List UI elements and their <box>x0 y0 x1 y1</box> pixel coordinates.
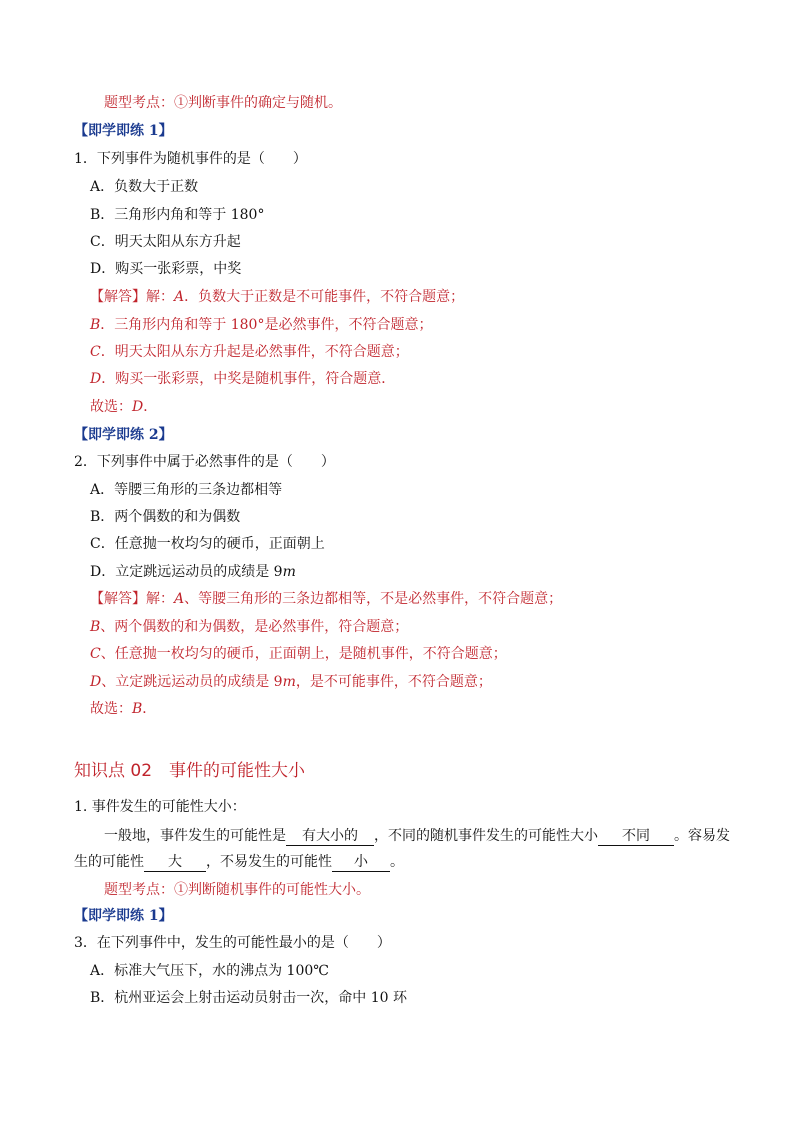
section-title-kp02: 知识点 02 事件的可能性大小 <box>74 761 306 781</box>
letter: C <box>90 646 101 662</box>
text: ．三角形内角和等于 180°是必然事件，不符合题意； <box>100 317 433 333</box>
question-1-option-d: D．购买一张彩票，中奖 <box>90 261 242 277</box>
kp01-tip: 题型考点：①判断事件的确定与随机。 <box>104 95 342 111</box>
question-1-answer-d <box>90 369 395 389</box>
question-1-choose <box>90 397 157 417</box>
blank-3: 大 <box>144 853 206 872</box>
end: ． <box>143 399 158 415</box>
letter: A <box>174 289 185 305</box>
question-2-stem: 2．下列事件中属于必然事件的是（ ） <box>74 454 335 470</box>
question-3-option-b: B．杭州亚运会上射击运动员射击一次，命中 10 环 <box>90 990 408 1006</box>
question-2-choose <box>90 699 156 719</box>
answer-label: 【解答】解： <box>90 591 174 607</box>
kp02-paragraph-line-1 <box>104 826 730 846</box>
letter: B <box>90 619 101 635</box>
text: ，是不可能事件，不符合题意； <box>295 674 492 690</box>
text: 生的可能性 <box>74 854 144 870</box>
letter: B <box>132 701 143 717</box>
text: 。容易发 <box>674 828 730 844</box>
text: 、等腰三角形的三条边都相等，不是必然事件，不符合题意； <box>184 591 563 607</box>
choose-label: 故选： <box>90 701 132 717</box>
practice-heading-3: 【即学即练 1】 <box>74 908 173 924</box>
letter: A <box>174 591 185 607</box>
kp02-tip: 题型考点：①判断随机事件的可能性大小。 <box>104 882 370 898</box>
end: ． <box>142 701 157 717</box>
text: 一般地，事件发生的可能性是 <box>104 828 286 844</box>
question-2-option-d <box>90 562 296 582</box>
text: 。 <box>390 854 404 870</box>
blank-4: 小 <box>332 853 390 872</box>
text: 、立定跳远运动员的成绩是 9 <box>101 674 283 690</box>
text: ，不易发生的可能性 <box>206 854 332 870</box>
choose-label: 故选： <box>90 399 132 415</box>
question-1-stem: 1．下列事件为随机事件的是（ ） <box>74 151 307 167</box>
question-3-option-a: A．标准大气压下，水的沸点为 100℃ <box>90 963 329 979</box>
question-2-option-c: C．任意抛一枚均匀的硬币，正面朝上 <box>90 536 325 552</box>
letter: D <box>90 371 102 387</box>
question-2-option-a: A．等腰三角形的三条边都相等 <box>90 482 283 498</box>
blank-2: 不同 <box>598 827 674 846</box>
question-1-option-a: A．负数大于正数 <box>90 179 199 195</box>
practice-heading-1: 【即学即练 1】 <box>74 123 173 139</box>
question-1-option-c: C．明天太阳从东方升起 <box>90 234 241 250</box>
unit: m <box>282 674 296 690</box>
answer-label: 【解答】解： <box>90 289 174 305</box>
question-3-stem: 3．在下列事件中，发生的可能性最小的是（ ） <box>74 935 391 951</box>
letter: B <box>90 317 101 333</box>
blank-1: 有大小的 <box>286 827 374 846</box>
question-2-answer-d <box>90 672 492 692</box>
text: D．立定跳远运动员的成绩是 9 <box>90 564 283 580</box>
question-2-answer-c <box>90 644 507 664</box>
text: 、任意抛一枚均匀的硬币，正面朝上，是随机事件，不符合题意； <box>100 646 507 662</box>
question-1-answer-b <box>90 315 432 335</box>
unit: m <box>282 564 296 580</box>
question-2-option-b: B．两个偶数的和为偶数 <box>90 509 241 525</box>
text: ，不同的随机事件发生的可能性大小 <box>374 828 598 844</box>
question-2-answer-a <box>90 589 562 609</box>
text: 、两个偶数的和为偶数，是必然事件，符合题意； <box>100 619 409 635</box>
letter: C <box>90 344 101 360</box>
question-1-answer-c <box>90 342 409 362</box>
text: ．负数大于正数是不可能事件，不符合题意； <box>184 289 465 305</box>
text: ．购买一张彩票，中奖是随机事件，符合题意． <box>101 371 396 387</box>
letter: D <box>132 399 144 415</box>
question-1-option-b: B．三角形内角和等于 180° <box>90 207 265 223</box>
practice-heading-2: 【即学即练 2】 <box>74 427 173 443</box>
text: ．明天太阳从东方升起是必然事件，不符合题意； <box>100 344 409 360</box>
kp02-item-1: 1. 事件发生的可能性大小： <box>74 799 246 815</box>
letter: D <box>90 674 102 690</box>
question-1-answer-a <box>90 287 464 307</box>
kp02-paragraph-line-2 <box>74 852 404 872</box>
question-2-answer-b <box>90 617 408 637</box>
